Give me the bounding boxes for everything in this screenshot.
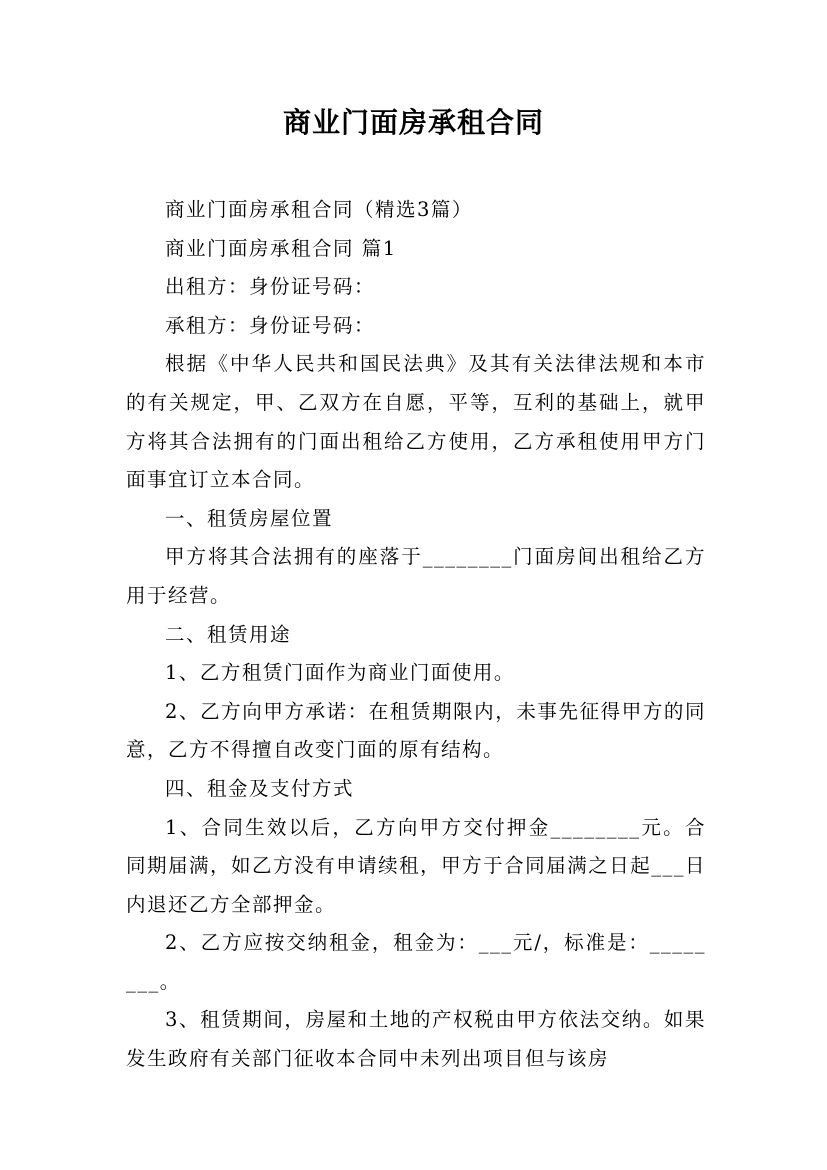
document-title: 商业门面房承租合同 xyxy=(282,106,544,139)
paragraph-lessor: 出租方：身份证号码： xyxy=(165,275,376,299)
paragraph-rent: 2、乙方应按交纳租金，租金为：___元/，标准是：________。 xyxy=(126,931,706,993)
document-body xyxy=(126,191,706,1079)
paragraph-preamble: 根据《中华人民共和国民法典》及其有关法律法规和本市的有关规定，甲、乙双方在自愿，平等，互利的基础上，就甲方将其合法拥有的门面出租给乙方使用，乙方承租使用甲方门面事宜订立本合同。 xyxy=(126,352,706,492)
paragraph-usage-1: 1、乙方租赁门面作为商业门面使用。 xyxy=(165,661,515,685)
paragraph-clause-heading-4: 四、租金及支付方式 xyxy=(165,776,355,800)
paragraph-deposit: 1、合同生效以后，乙方向甲方交付押金________元。合同期届满，如乙方没有申请续租，甲方于合同届满之日起___日内退还乙方全部押金。 xyxy=(126,815,706,916)
paragraph-tax: 3、租赁期间，房屋和土地的产权税由甲方依法交纳。如果发生政府有关部门征收本合同中未列出项目但与该房 xyxy=(126,1008,706,1071)
paragraph-lessee: 承租方：身份证号码： xyxy=(165,313,376,337)
paragraph-clause-heading-1: 一、租赁房屋位置 xyxy=(165,506,334,530)
paragraph-section-title: 商业门面房承租合同 篇1 xyxy=(165,236,397,260)
paragraph-usage-2: 2、乙方向甲方承诺：在租赁期限内，未事先征得甲方的同意，乙方不得擅自改变门面的原有结构。 xyxy=(126,699,706,762)
paragraph-clause-heading-2: 二、租赁用途 xyxy=(165,622,292,646)
paragraph-heading: 商业门面房承租合同（精选3篇） xyxy=(165,198,473,221)
paragraph-location: 甲方将其合法拥有的座落于________门面房间出租给乙方用于经营。 xyxy=(126,545,706,607)
